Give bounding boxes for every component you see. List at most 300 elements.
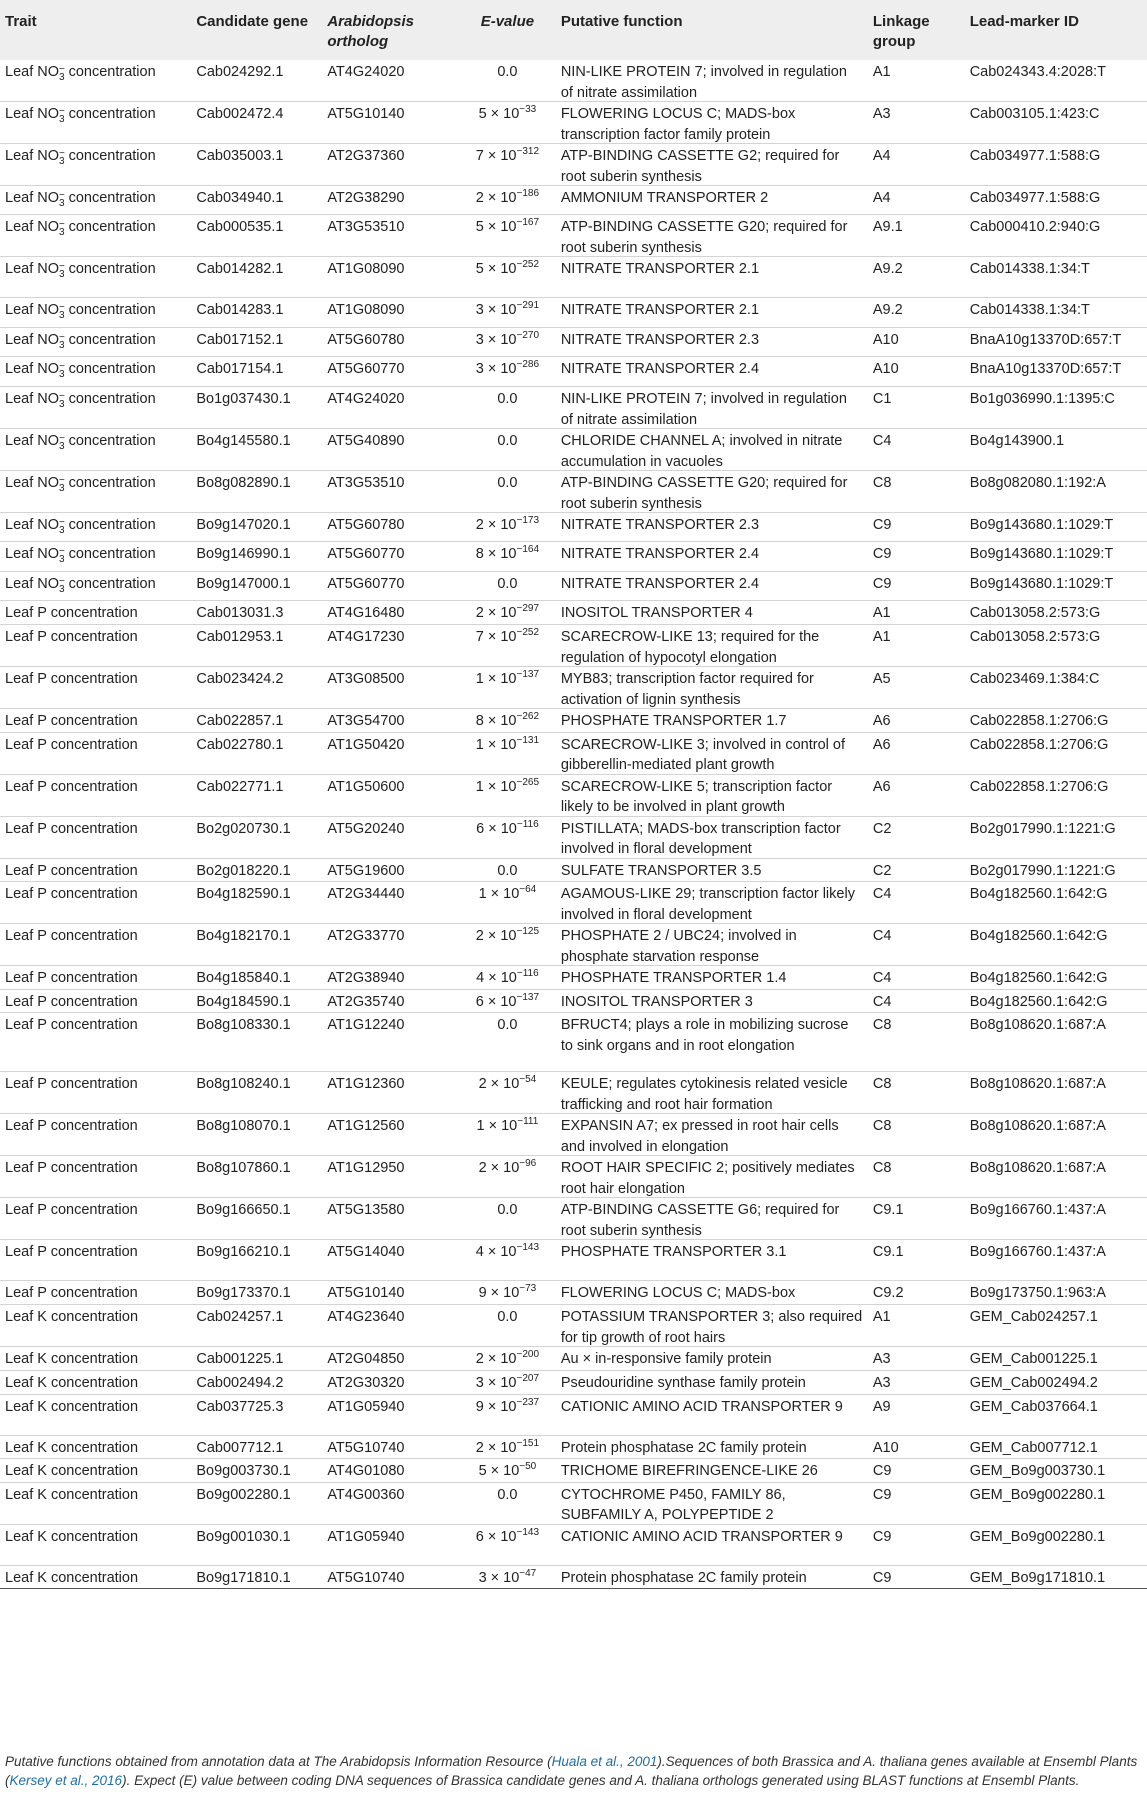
cell-e-value	[459, 1114, 556, 1156]
table-header	[0, 0, 1147, 60]
cell-e-value	[459, 542, 556, 571]
e-value-exponent: −143	[516, 1242, 540, 1254]
e-value-mantissa: 5 × 10	[478, 1463, 520, 1480]
cell-linkage-group: C9	[872, 575, 892, 592]
cell-lead-marker: Bo9g143680.1:1029:T	[969, 575, 1114, 592]
function-text: ROOT HAIR SPECIFIC 2; positively mediates root hair elongation	[560, 1160, 855, 1197]
cell-candidate-gene: Cab013031.3	[196, 605, 284, 622]
cell-putative-function	[556, 102, 868, 144]
trait-label: Leaf K concentration	[5, 1463, 139, 1480]
cell-linkage-group: C2	[872, 862, 892, 879]
cell-candidate-gene: Cab022857.1	[196, 712, 284, 729]
e-value-mantissa: 0.0	[497, 64, 518, 80]
cell-e-value	[459, 966, 556, 990]
cell-candidate-gene: Bo9g003730.1	[196, 1463, 291, 1480]
e-value-exponent: −96	[519, 1158, 537, 1170]
cell-e-value	[459, 1156, 556, 1198]
cell-putative-function	[556, 1482, 868, 1524]
cell-candidate-gene: Bo9g173370.1	[196, 1285, 291, 1302]
cell-candidate-gene: Bo2g020730.1	[196, 820, 291, 837]
cell-trait	[0, 882, 191, 924]
trait-label: Leaf P concentration	[5, 712, 138, 729]
cell-putative-function	[556, 624, 868, 666]
cell-e-value	[459, 1347, 556, 1371]
cell-ortholog: AT1G08090	[327, 261, 405, 278]
e-value-mantissa: 0.0	[497, 474, 518, 491]
trait-label: Leaf $NO_{3 -}$ concentration	[5, 63, 156, 83]
function-text: NIN-LIKE PROTEIN 7; involved in regulation of nitrate assimilation	[560, 390, 847, 428]
cell-lead-marker: Cab034977.1:588:G	[969, 148, 1101, 164]
cell-putative-function	[556, 1459, 868, 1483]
function-text: NITRATE TRANSPORTER 2.4	[560, 575, 760, 592]
header-arabidopsis-ortholog: Arabidopsis ortholog	[327, 13, 415, 50]
table-row	[0, 1013, 1147, 1072]
cell-putative-function	[556, 1156, 868, 1198]
trait-label: Leaf K concentration	[5, 1374, 139, 1391]
cell-e-value	[459, 624, 556, 666]
cell-e-value	[459, 732, 556, 774]
cell-linkage-group: A3	[872, 106, 891, 122]
cell-ortholog: AT2G35740	[327, 993, 405, 1010]
cell-lead-marker: Cab000410.2:940:G	[969, 219, 1101, 236]
cell-putative-function	[556, 966, 868, 990]
cell-linkage-group: A5	[872, 670, 891, 687]
cell-lead-marker: Bo2g017990.1:1221:G	[969, 862, 1116, 879]
cell-putative-function	[556, 386, 868, 428]
e-value-exponent: −286	[516, 359, 540, 371]
cell-linkage-group: C9.2	[872, 1285, 904, 1302]
trait-label: Leaf P concentration	[5, 778, 138, 795]
cell-trait	[0, 428, 191, 470]
function-text: PISTILLATA; MADS-box transcription factor involved in floral development	[560, 820, 841, 858]
cell-trait	[0, 144, 191, 186]
trait-label: Leaf K concentration	[5, 1351, 139, 1368]
cell-candidate-gene: Bo9g146990.1	[196, 546, 291, 563]
cell-linkage-group: C9	[872, 516, 892, 533]
cell-putative-function	[556, 1114, 868, 1156]
table-row	[0, 386, 1147, 428]
trait-label: Leaf $NO_{3 -}$ concentration	[5, 516, 156, 536]
function-text: CYTOCHROME P450, FAMILY 86, SUBFAMILY A, POLYPEPTIDE 2	[560, 1486, 786, 1524]
cell-ortholog: AT4G23640	[327, 1309, 405, 1326]
cell-candidate-gene: Bo9g171810.1	[196, 1569, 291, 1586]
cell-linkage-group: A4	[872, 190, 891, 206]
cell-lead-marker: GEM_Cab024257.1	[969, 1309, 1098, 1326]
citation-huala[interactable]: Huala et al., 2001	[551, 1754, 658, 1769]
cell-ortholog: AT1G12360	[327, 1076, 405, 1093]
header-putative-function: Putative function	[560, 13, 683, 30]
e-value-exponent: −167	[516, 217, 540, 229]
cell-lead-marker: Bo4g182560.1:642:G	[969, 886, 1108, 903]
cell-candidate-gene: Cab014283.1	[196, 302, 284, 319]
trait-label: Leaf P concentration	[5, 1160, 138, 1177]
cell-putative-function	[556, 666, 868, 708]
cell-trait	[0, 1240, 191, 1281]
cell-trait	[0, 858, 191, 882]
cell-putative-function	[556, 989, 868, 1013]
cell-e-value	[459, 1394, 556, 1435]
table-row	[0, 571, 1147, 600]
table-row	[0, 774, 1147, 816]
cell-candidate-gene: Bo9g002280.1	[196, 1486, 291, 1503]
table-row	[0, 1565, 1147, 1589]
e-value-exponent: −47	[519, 1567, 537, 1579]
cell-putative-function	[556, 1347, 868, 1371]
cell-ortholog: AT1G12950	[327, 1160, 405, 1177]
cell-trait	[0, 601, 191, 625]
cell-putative-function	[556, 357, 868, 386]
header-trait: Trait	[5, 13, 37, 30]
cell-e-value	[459, 774, 556, 816]
citation-kersey[interactable]: Kersey et al., 2016	[9, 1773, 123, 1788]
table-row	[0, 542, 1147, 571]
table-row	[0, 257, 1147, 298]
table-row	[0, 1198, 1147, 1240]
function-text: FLOWERING LOCUS C; MADS-box	[560, 1285, 796, 1302]
e-value-mantissa: 6 × 10	[475, 993, 517, 1010]
cell-trait	[0, 102, 191, 144]
trait-label: Leaf P concentration	[5, 670, 138, 687]
e-value-mantissa: 2 × 10	[475, 928, 517, 945]
cell-candidate-gene: Bo9g147000.1	[196, 575, 291, 592]
trait-label: Leaf P concentration	[5, 628, 138, 645]
function-text: NIN-LIKE PROTEIN 7; involved in regulation of nitrate assimilation	[560, 64, 847, 101]
cell-linkage-group: C9.1	[872, 1202, 904, 1219]
cell-trait	[0, 1347, 191, 1371]
cell-e-value	[459, 470, 556, 512]
function-text: ATP-BINDING CASSETTE G2; required for root suberin synthesis	[560, 148, 840, 185]
cell-trait	[0, 1305, 191, 1347]
e-value-exponent: −262	[516, 710, 540, 722]
trait-label: Leaf $NO_{3 -}$ concentration	[5, 361, 156, 381]
cell-putative-function	[556, 1565, 868, 1589]
trait-label: Leaf P concentration	[5, 1244, 138, 1261]
cell-ortholog: AT2G30320	[327, 1374, 405, 1391]
table-row	[0, 732, 1147, 774]
header-row	[0, 0, 1147, 60]
function-text: NITRATE TRANSPORTER 2.3	[560, 516, 760, 533]
cell-putative-function	[556, 1013, 868, 1072]
cell-lead-marker: GEM_Bo9g002280.1	[969, 1486, 1106, 1503]
cell-linkage-group: A10	[872, 331, 899, 348]
cell-lead-marker: Bo9g143680.1:1029:T	[969, 546, 1114, 563]
table-row	[0, 966, 1147, 990]
cell-trait	[0, 666, 191, 708]
cell-lead-marker: GEM_Cab001225.1	[969, 1351, 1098, 1368]
cell-linkage-group: A10	[872, 361, 899, 378]
e-value-mantissa: 0.0	[497, 575, 518, 592]
cell-linkage-group: C9.1	[872, 1244, 904, 1261]
cell-lead-marker: GEM_Cab037664.1	[969, 1398, 1098, 1415]
cell-lead-marker: Cab014338.1:34:T	[969, 261, 1090, 278]
table-row	[0, 512, 1147, 541]
e-value-mantissa: 2 × 10	[475, 1439, 517, 1456]
e-value-exponent: −125	[516, 926, 540, 938]
cell-e-value	[459, 327, 556, 356]
cell-candidate-gene: Cab002494.2	[196, 1374, 284, 1391]
e-value-mantissa: 2 × 10	[478, 1160, 520, 1177]
cell-trait	[0, 624, 191, 666]
e-value-mantissa: 3 × 10	[475, 302, 517, 319]
cell-candidate-gene: Bo4g184590.1	[196, 993, 291, 1010]
e-value-exponent: −116	[516, 818, 539, 830]
function-text: AGAMOUS-LIKE 29; transcription factor likely involved in floral development	[560, 886, 855, 923]
function-text: NITRATE TRANSPORTER 2.3	[560, 331, 760, 348]
cell-e-value	[459, 882, 556, 924]
table-row	[0, 1435, 1147, 1459]
e-value-exponent: −291	[516, 300, 540, 312]
e-value-mantissa: 8 × 10	[475, 712, 517, 729]
cell-ortholog: AT5G10140	[327, 106, 405, 122]
function-text: NITRATE TRANSPORTER 2.4	[560, 361, 760, 378]
cell-candidate-gene: Cab017152.1	[196, 331, 284, 348]
table-row	[0, 1524, 1147, 1565]
trait-label: Leaf P concentration	[5, 928, 138, 945]
trait-label: Leaf $NO_{3 -}$ concentration	[5, 546, 156, 566]
e-value-exponent: −237	[516, 1396, 540, 1408]
function-text: ATP-BINDING CASSETTE G6; required for root suberin synthesis	[560, 1202, 840, 1239]
function-text: Protein phosphatase 2C family protein	[560, 1569, 807, 1586]
trait-label: Leaf $NO_{3 -}$ concentration	[5, 331, 156, 351]
cell-trait	[0, 966, 191, 990]
cell-candidate-gene: Cab023424.2	[196, 670, 284, 687]
cell-putative-function	[556, 1305, 868, 1347]
e-value-exponent: −207	[516, 1372, 540, 1384]
header-linkage-group: Linkage group	[872, 13, 930, 50]
cell-candidate-gene: Cab024257.1	[196, 1309, 284, 1326]
cell-lead-marker: Bo4g143900.1	[969, 432, 1065, 449]
e-value-exponent: −200	[516, 1349, 540, 1361]
table-row	[0, 1459, 1147, 1483]
function-text: KEULE; regulates cytokinesis related vesicle trafficking and root hair formation	[560, 1076, 848, 1113]
cell-e-value	[459, 924, 556, 966]
cell-e-value	[459, 144, 556, 186]
e-value-mantissa: 2 × 10	[478, 1076, 520, 1093]
cell-trait	[0, 732, 191, 774]
cell-trait	[0, 60, 191, 102]
cell-trait	[0, 1482, 191, 1524]
cell-lead-marker: Bo9g143680.1:1029:T	[969, 516, 1114, 533]
cell-putative-function	[556, 428, 868, 470]
cell-ortholog: AT4G17230	[327, 628, 405, 645]
e-value-exponent: −111	[517, 1116, 539, 1128]
e-value-mantissa: 3 × 10	[475, 1374, 517, 1391]
cell-trait	[0, 774, 191, 816]
cell-lead-marker: BnaA10g13370D:657:T	[969, 331, 1122, 348]
function-text: Protein phosphatase 2C family protein	[560, 1439, 807, 1456]
cell-linkage-group: A6	[872, 736, 891, 753]
cell-candidate-gene: Bo9g147020.1	[196, 516, 291, 533]
header-candidate-gene: Candidate gene	[196, 13, 309, 30]
cell-linkage-group: A6	[872, 778, 891, 795]
trait-label: Leaf P concentration	[5, 1202, 138, 1219]
cell-e-value	[459, 1459, 556, 1483]
e-value-mantissa: 2 × 10	[475, 605, 517, 622]
cell-e-value	[459, 1198, 556, 1240]
trait-label: Leaf P concentration	[5, 1118, 138, 1135]
e-value-mantissa: 1 × 10	[475, 670, 517, 687]
cell-ortholog: AT3G53510	[327, 219, 405, 236]
trait-label: Leaf P concentration	[5, 1285, 138, 1302]
e-value-mantissa: 0.0	[497, 390, 518, 407]
cell-ortholog: AT5G60780	[327, 516, 405, 533]
cell-linkage-group: A1	[872, 1309, 891, 1326]
cell-ortholog: AT5G19600	[327, 862, 405, 879]
function-text: Pseudouridine synthase family protein	[560, 1374, 806, 1391]
cell-ortholog: AT5G60770	[327, 361, 405, 378]
cell-lead-marker: GEM_Bo9g002280.1	[969, 1528, 1106, 1545]
e-value-exponent: −131	[516, 734, 540, 746]
table-row	[0, 428, 1147, 470]
table-row	[0, 1281, 1147, 1305]
cell-trait	[0, 186, 191, 215]
cell-putative-function	[556, 858, 868, 882]
cell-candidate-gene: Bo8g108330.1	[196, 1017, 291, 1034]
cell-putative-function	[556, 732, 868, 774]
cell-candidate-gene: Bo4g182170.1	[196, 928, 291, 945]
cell-putative-function	[556, 60, 868, 102]
cell-ortholog: AT2G34440	[327, 886, 405, 903]
cell-linkage-group: C8	[872, 1160, 892, 1177]
trait-label: Leaf $NO_{3 -}$ concentration	[5, 147, 156, 167]
cell-candidate-gene: Cab007712.1	[196, 1439, 284, 1456]
cell-linkage-group: C9	[872, 546, 892, 563]
cell-trait	[0, 1198, 191, 1240]
cell-e-value	[459, 666, 556, 708]
cell-lead-marker: Cab013058.2:573:G	[969, 628, 1101, 645]
cell-lead-marker: Cab034977.1:588:G	[969, 190, 1101, 206]
e-value-mantissa: 6 × 10	[475, 1528, 517, 1545]
cell-candidate-gene: Bo4g185840.1	[196, 970, 291, 987]
cell-lead-marker: Bo8g108620.1:687:A	[969, 1160, 1106, 1177]
e-value-exponent: −143	[516, 1526, 540, 1538]
cell-ortholog: AT2G38290	[327, 190, 405, 206]
e-value-mantissa: 4 × 10	[475, 1244, 517, 1261]
footnote-text-2: ).Sequences of both Brassica and A. thaliana genes available at Ensembl Plants (	[5, 1754, 1138, 1788]
e-value-mantissa: 5 × 10	[475, 219, 517, 236]
e-value-exponent: −265	[516, 776, 540, 788]
cell-trait	[0, 512, 191, 541]
cell-trait	[0, 298, 191, 327]
cell-e-value	[459, 1524, 556, 1565]
function-text: INOSITOL TRANSPORTER 3	[560, 993, 753, 1010]
cell-candidate-gene: Cab014282.1	[196, 261, 284, 278]
e-value-exponent: −164	[516, 544, 540, 556]
trait-label: Leaf P concentration	[5, 862, 138, 879]
cell-lead-marker: Bo1g036990.1:1395:C	[969, 390, 1115, 407]
cell-lead-marker: Bo9g166760.1:437:A	[969, 1244, 1106, 1261]
function-text: NITRATE TRANSPORTER 2.4	[560, 546, 760, 563]
e-value-mantissa: 0.0	[497, 432, 518, 449]
cell-linkage-group: C4	[872, 993, 892, 1010]
cell-trait	[0, 816, 191, 858]
cell-e-value	[459, 60, 556, 102]
function-text: FLOWERING LOCUS C; MADS-box transcription factor family protein	[560, 106, 796, 143]
cell-trait	[0, 1156, 191, 1198]
trait-label: Leaf $NO_{3 -}$ concentration	[5, 302, 156, 322]
cell-linkage-group: A3	[872, 1374, 891, 1391]
cell-ortholog: AT5G10740	[327, 1439, 405, 1456]
cell-candidate-gene: Bo8g108240.1	[196, 1076, 291, 1093]
cell-ortholog: AT1G12560	[327, 1118, 405, 1135]
trait-label: Leaf P concentration	[5, 970, 138, 987]
e-value-exponent: −252	[516, 259, 540, 271]
trait-label: Leaf K concentration	[5, 1398, 139, 1415]
cell-e-value	[459, 1240, 556, 1281]
table-row	[0, 60, 1147, 102]
cell-candidate-gene: Bo9g166210.1	[196, 1244, 291, 1261]
cell-trait	[0, 571, 191, 600]
cell-putative-function	[556, 708, 868, 732]
cell-linkage-group: C4	[872, 432, 892, 449]
function-text: PHOSPHATE TRANSPORTER 1.7	[560, 712, 787, 729]
function-text: EXPANSIN A7; ex pressed in root hair cells and involved in elongation	[560, 1118, 839, 1155]
function-text: NITRATE TRANSPORTER 2.1	[560, 302, 760, 319]
cell-e-value	[459, 186, 556, 215]
table-body	[0, 60, 1147, 1589]
cell-linkage-group: C4	[872, 928, 892, 945]
cell-linkage-group: C8	[872, 1118, 892, 1135]
cell-linkage-group: C9	[872, 1569, 892, 1586]
cell-ortholog: AT1G08090	[327, 302, 405, 319]
table-row	[0, 816, 1147, 858]
e-value-exponent: −186	[516, 188, 540, 199]
cell-ortholog: AT4G16480	[327, 605, 405, 622]
cell-linkage-group: A9.2	[872, 302, 903, 319]
cell-lead-marker: Cab023469.1:384:C	[969, 670, 1100, 687]
e-value-mantissa: 7 × 10	[475, 148, 517, 164]
trait-label: Leaf P concentration	[5, 820, 138, 837]
cell-lead-marker: BnaA10g13370D:657:T	[969, 361, 1122, 378]
cell-ortholog: AT2G04850	[327, 1351, 405, 1368]
cell-putative-function	[556, 144, 868, 186]
cell-e-value	[459, 1072, 556, 1114]
cell-trait	[0, 1114, 191, 1156]
trait-label: Leaf K concentration	[5, 1309, 139, 1326]
table-row	[0, 298, 1147, 327]
cell-candidate-gene: Cab022780.1	[196, 736, 284, 753]
cell-lead-marker: Cab022858.1:2706:G	[969, 778, 1109, 795]
cell-lead-marker: Cab022858.1:2706:G	[969, 736, 1109, 753]
cell-ortholog: AT3G08500	[327, 670, 405, 687]
table-row	[0, 1156, 1147, 1198]
function-text: CATIONIC AMINO ACID TRANSPORTER 9	[560, 1398, 843, 1415]
function-text: NITRATE TRANSPORTER 2.1	[560, 261, 760, 278]
cell-e-value	[459, 102, 556, 144]
cell-putative-function	[556, 186, 868, 215]
table-footnote	[5, 1752, 1140, 1790]
cell-candidate-gene: Bo9g001030.1	[196, 1528, 291, 1545]
e-value-mantissa: 2 × 10	[475, 190, 517, 206]
cell-trait	[0, 708, 191, 732]
table-row	[0, 708, 1147, 732]
e-value-mantissa: 9 × 10	[478, 1285, 520, 1302]
e-value-mantissa: 5 × 10	[478, 106, 520, 122]
cell-e-value	[459, 1482, 556, 1524]
trait-label: Leaf K concentration	[5, 1528, 139, 1545]
cell-lead-marker: Cab024343.4:2028:T	[969, 64, 1106, 80]
e-value-mantissa: 6 × 10	[476, 820, 517, 837]
table-row	[0, 470, 1147, 512]
trait-label: Leaf P concentration	[5, 605, 138, 622]
cell-linkage-group: C8	[872, 1017, 892, 1034]
cell-lead-marker: GEM_Cab002494.2	[969, 1374, 1098, 1391]
cell-ortholog: AT5G60770	[327, 546, 405, 563]
cell-lead-marker: Bo8g108620.1:687:A	[969, 1076, 1106, 1093]
cell-ortholog: AT1G12240	[327, 1017, 405, 1034]
e-value-exponent: −173	[516, 514, 540, 526]
cell-putative-function	[556, 257, 868, 298]
